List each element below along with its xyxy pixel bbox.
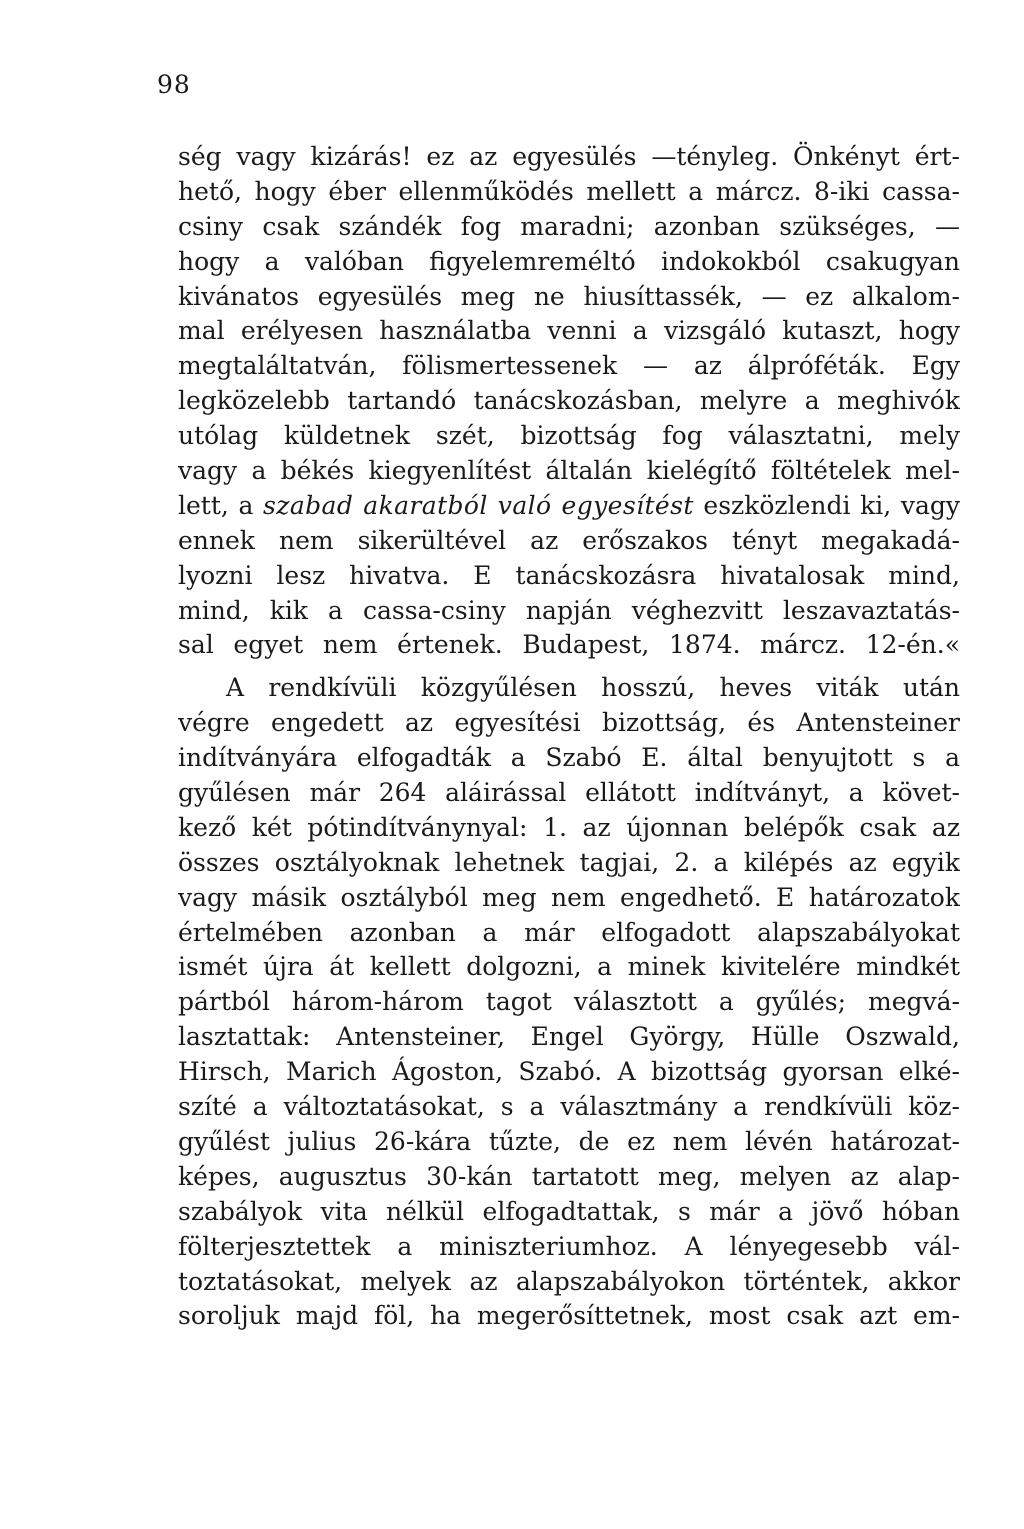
body-text [178,140,960,1334]
text-line: képes, augusztus 30-kán tartatott meg, melyen az alap- [178,1161,960,1191]
page-number: 98 [157,70,191,99]
text-line: szabályok vita nélkül elfogadtattak, s már a jövő hóban [178,1196,960,1226]
text-line-last: sal egyet nem értenek. Budapest, 1874. márcz. 12-én.« [178,630,960,660]
text-line: hogy a valóban figyelemreméltó indokokból csakugyan [178,246,960,276]
text-line: végre engedett az egyesítési bizottság, és Antensteiner [178,708,960,738]
text-line: lyozni lesz hivatva. E tanácskozásra hivatalosak mind, [178,560,960,590]
text-line: utólag küldetnek szét, bizottság fog választatni, mely [178,421,960,451]
paragraph-quote-ending [178,140,960,663]
text-line: gyűlést julius 26-kára tűzte, de ez nem lévén határozat- [178,1126,960,1156]
text-line: megtaláltatván, fölismertessenek — az álpróféták. Egy [178,351,960,381]
text-line: mind, kik a cassa-csiny napján véghezvitt leszavaztatás- [178,595,960,625]
text-line: értelmében azonban a már elfogadott alapszabályokat [178,917,960,947]
text-line: Hirsch, Marich Ágoston, Szabó. A bizottság gyorsan elké- [178,1057,960,1087]
text-line: soroljuk majd föl, ha megerősíttetnek, most csak azt em- [178,1301,960,1331]
text-line: indítványára elfogadták a Szabó E. által benyujtott s a [178,743,960,773]
text-line-first: A rendkívüli közgyűlésen hosszú, heves viták után [226,673,960,703]
text-line: csiny csak szándék fog maradni; azonban szükséges, — [178,211,960,241]
text-line-with-emphasis [178,489,960,524]
text-line: gyűlésen már 264 aláirással ellátott indítványt, a követ- [178,778,960,808]
paragraph-main [178,671,960,1334]
text-line: kező két pótindítványnyal: 1. az újonnan belépők csak az [178,812,960,842]
text-line: pártból három-három tagot választott a gyűlés; megvá- [178,987,960,1017]
text-line: legközelebb tartandó tanácskozásban, melyre a meghivók [178,386,960,416]
text-line: mal erélyesen használatba venni a vizsgáló kutaszt, hogy [178,316,960,346]
text-line: szíté a változtatásokat, s a választmány a rendkívüli köz- [178,1092,960,1122]
text-line: ennek nem sikerültével az erőszakos tényt megakadá- [178,525,960,555]
text-line: összes osztályoknak lehetnek tagjai, 2. a kilépés az egyik [178,847,960,877]
text-line: ség vagy kizárás! ez az egyesülés —tényleg. Önkényt ért- [178,142,960,171]
text-run: eszközlendi ki, vagy [693,490,960,520]
text-line: hető, hogy éber ellenműködés mellett a márcz. 8-iki cassa- [178,176,960,206]
text-run: lett, a [178,490,264,520]
text-line: vagy a békés kiegyenlítést általán kielégítő föltételek mel- [178,456,960,486]
text-line: fölterjesztettek a miniszteriumhoz. A lényegesebb vál- [178,1231,960,1261]
text-line: kivánatos egyesülés meg ne hiusíttassék, — ez alkalom- [178,281,960,311]
text-line: lasztattak: Antensteiner, Engel György, Hülle Oszwald, [178,1022,960,1052]
emphasized-phrase: szabad akaratból való egyesítést [263,490,694,520]
text-line: vagy másik osztályból meg nem engedhető. E határozatok [178,882,960,912]
text-line: ismét újra át kellett dolgozni, a minek kivitelére mindkét [178,952,960,982]
text-line: toztatásokat, melyek az alapszabályokon történtek, akkor [178,1266,960,1296]
